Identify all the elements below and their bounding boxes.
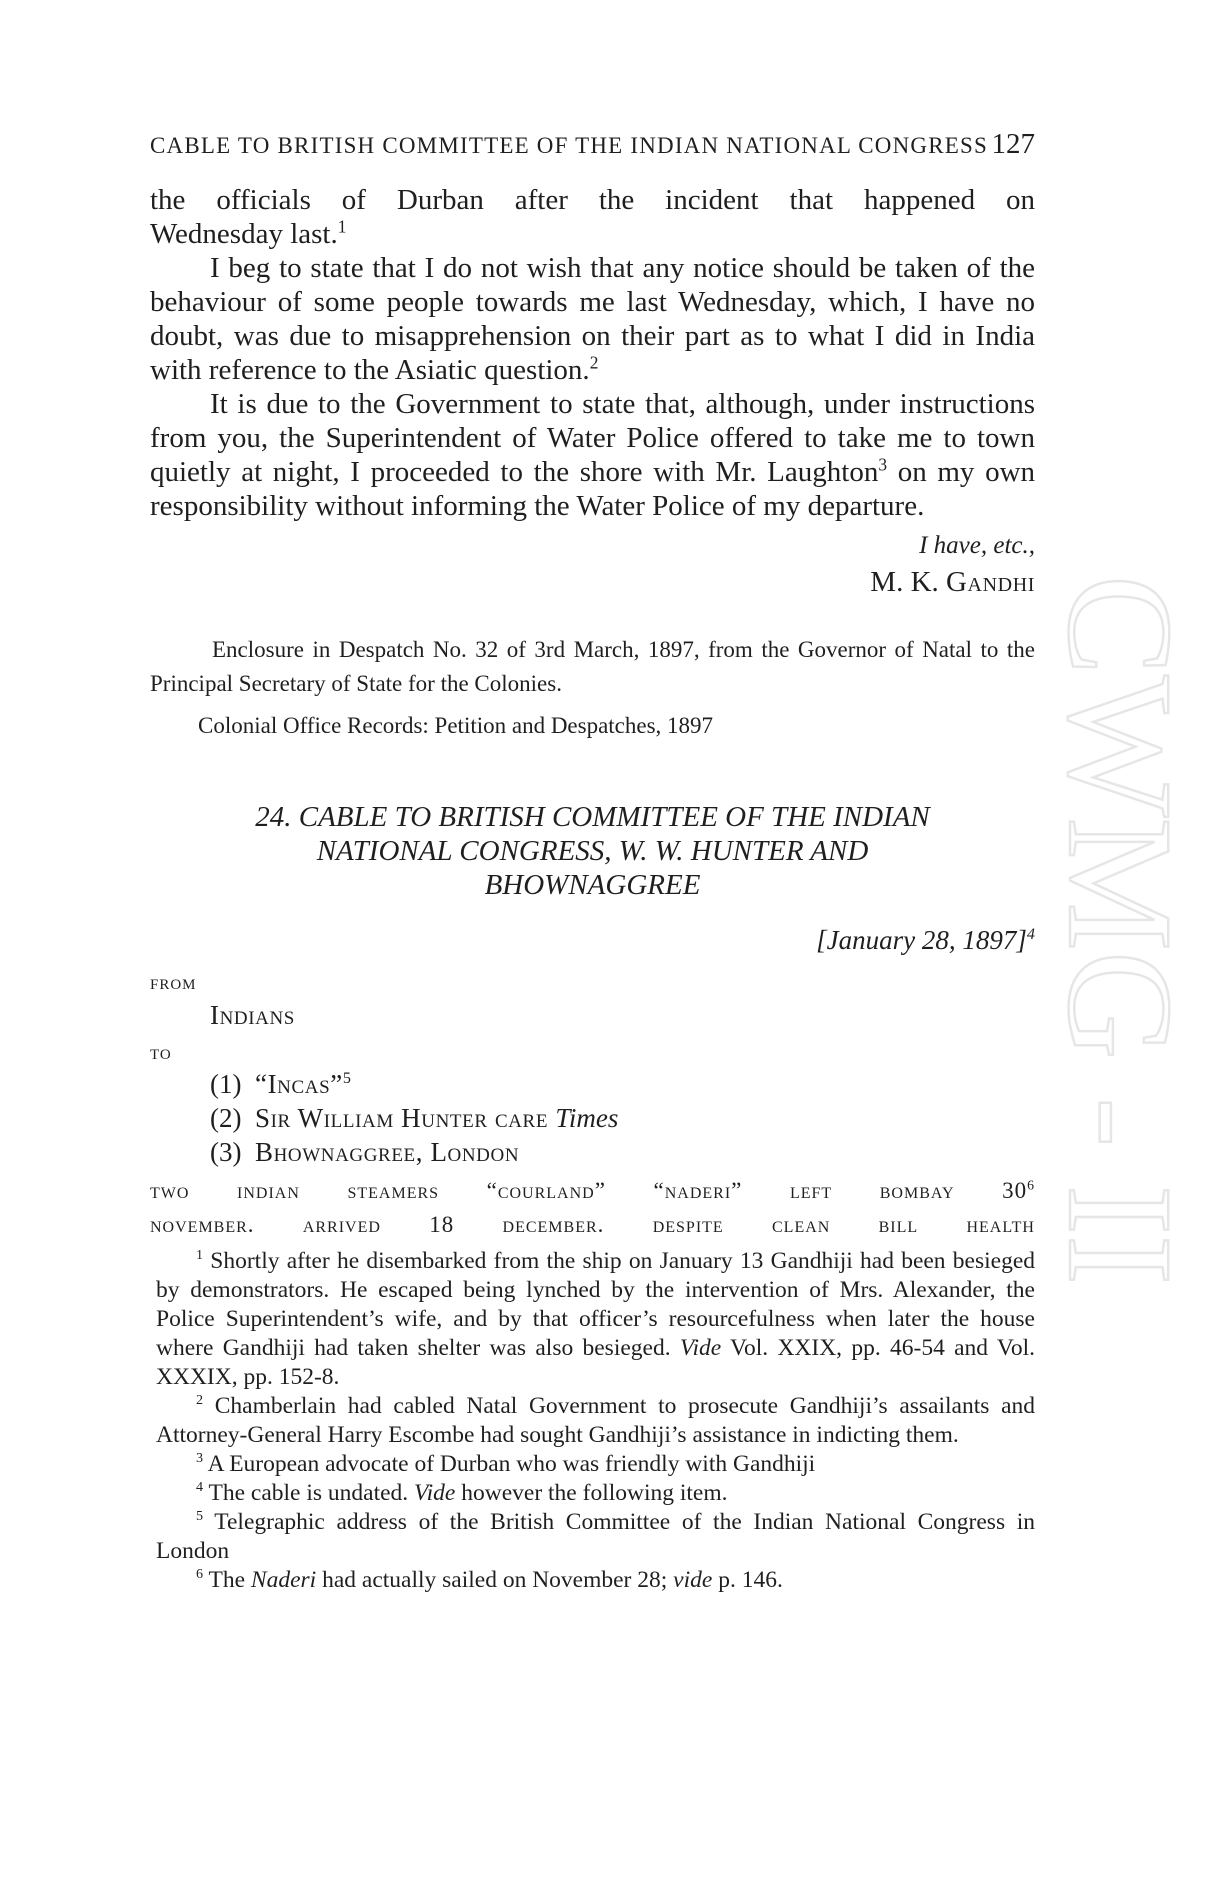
heading-line-2: NATIONAL CONGRESS, W. W. HUNTER AND [316,835,869,867]
footnote-2 [156,1392,1035,1450]
closing-phrase: I have, etc., [919,532,1035,559]
footnote-2-text: Chamberlain had cabled Natal Government to prosecute Gandhiji’s assailants and Attorney-General Harry Escombe had sought Gandhiji’s assistance in indicting them. [156,1393,1036,1448]
continuation-end [150,217,1035,251]
cable-body-line-1 [150,1178,1035,1204]
paragraph-notice [150,251,1035,387]
footnote-1-text: Shortly after he disembarked from the ship on January 13 Gandhiji had been besieged by demonstrators. He escaped being lynched by the intervention of Mrs. Alexander, the Police Superintendent’s wife, and by that officer’s resourcefulness when later the house where Gandhiji had taken shelter was also besieged. [156,1248,1035,1361]
footnote-ref-5: 5 [342,1069,351,1087]
recipient-3-num: (3) [210,1137,242,1167]
paragraph-government-text-b: on my own responsibility without informing the Water Police of my departure. [150,456,1036,522]
from-label: from [150,970,197,994]
footnote-1-num: 1 [196,1247,204,1264]
footnote-1-tail: Vol. XXIX, pp. 46-54 and Vol. XXXIX, pp. 152-8. [156,1335,1035,1390]
footnote-ref-2: 2 [589,352,599,373]
footnote-3-text: A European advocate of Durban who was friendly with Gandhiji [207,1451,816,1477]
footnote-2-num: 2 [196,1392,204,1409]
recipient-1 [210,1069,351,1100]
footnote-6-italic2: vide [673,1567,713,1593]
footnote-6 [156,1566,1035,1595]
footnotes [156,1247,1035,1595]
heading-line-1 [150,800,1035,834]
paragraph-notice-text: I beg to state that I do not wish that any notice should be taken of the behaviour of some people towards me last Wednesday, which, I have no doubt, was due to misapprehension on their part as to what I did in India with reference to the Asiatic question. [150,252,1035,386]
footnote-ref-6: 6 [1027,1177,1035,1193]
enclosure-note: Enclosure in Despatch No. 32 of 3rd March, 1897, from the Governor of Natal to the Principal Secretary of State for the Colonies. [150,637,1035,696]
recipient-1-num: (1) [210,1069,242,1099]
heading-line-3: BHOWNAGGREE [484,869,701,901]
records-note: Colonial Office Records: Petition and Despatches, 1897 [198,713,714,738]
footnote-1 [156,1247,1035,1392]
recipient-2-text: Sir William Hunter care [254,1103,556,1133]
recipient-1-text: “Incas” [254,1069,343,1099]
recipient-2 [210,1103,618,1134]
cable-date [816,925,1035,956]
footnote-3-num: 3 [196,1450,204,1467]
footnote-3 [156,1450,1035,1479]
from-value: Indians [210,1000,295,1030]
footnote-6-text: The [208,1567,251,1593]
footnote-6-tail: had actually sailed on November 28; [316,1567,674,1593]
footnote-4-tail: however the following item. [455,1480,728,1506]
cable-body-line-2: november. arrived 18 december. despite clean bill health [150,1212,1035,1237]
cable-body-line-1-text: two indian steamers “courland” “naderi” left bombay 30 [150,1178,1028,1203]
footnote-6-tail2: p. 146. [712,1567,783,1593]
recipient-3 [210,1137,519,1168]
footnote-6-italic: Naderi [250,1567,317,1593]
footnote-ref-3: 3 [878,454,888,475]
heading-text-1: CABLE TO BRITISH COMMITTEE OF THE INDIAN [298,801,930,833]
recipient-2-num: (2) [210,1103,242,1133]
footnote-4-num: 4 [196,1479,204,1496]
signature-initials: M. K. [870,566,939,598]
cable-date-text: [January 28, 1897] [816,925,1027,955]
footnote-6-num: 6 [196,1566,204,1583]
footnote-ref-4: 4 [1026,925,1035,943]
recipient-2-suffix: Times [555,1103,619,1133]
continuation-line2: Wednesday last. [150,218,338,250]
footnote-1-italic: Vide [679,1335,722,1361]
paragraph-government [150,387,1035,523]
footnote-4-italic: Vide [414,1480,456,1506]
running-title: CABLE TO BRITISH COMMITTEE OF THE INDIAN NATIONAL CONGRESS [150,133,988,158]
footnote-4 [156,1479,1035,1508]
page-number: 127 [991,128,1035,160]
continuation-line1: the officials of Durban after the incident that happened on [150,184,1035,216]
footnote-5 [156,1508,1035,1566]
continuation-paragraph [150,183,1035,217]
source-note [150,633,1035,743]
section-number: 24. [255,801,292,833]
recipient-3-text: Bhownaggree, London [254,1137,520,1167]
watermark [1025,575,1225,1295]
running-header [150,128,1035,161]
watermark-text: CWMG - II [1037,575,1203,1284]
signature-name: Gandhi [946,566,1035,598]
paragraph-government-text-a: It is due to the Government to state that, although, under instructions from you, the Superintendent of Water Police offered to take me to town quietly at night, I proceeded to the shore with Mr. Laughton [150,388,1035,488]
section-heading [150,800,1035,902]
main-text [150,183,1035,599]
signature [150,565,1035,599]
footnote-5-text: Telegraphic address of the British Committee of the Indian National Congress in London [156,1509,1036,1564]
footnote-4-text: The cable is undated. [208,1480,415,1506]
footnote-5-num: 5 [196,1508,204,1525]
to-label: to [150,1040,172,1064]
footnote-ref-1: 1 [337,216,347,237]
